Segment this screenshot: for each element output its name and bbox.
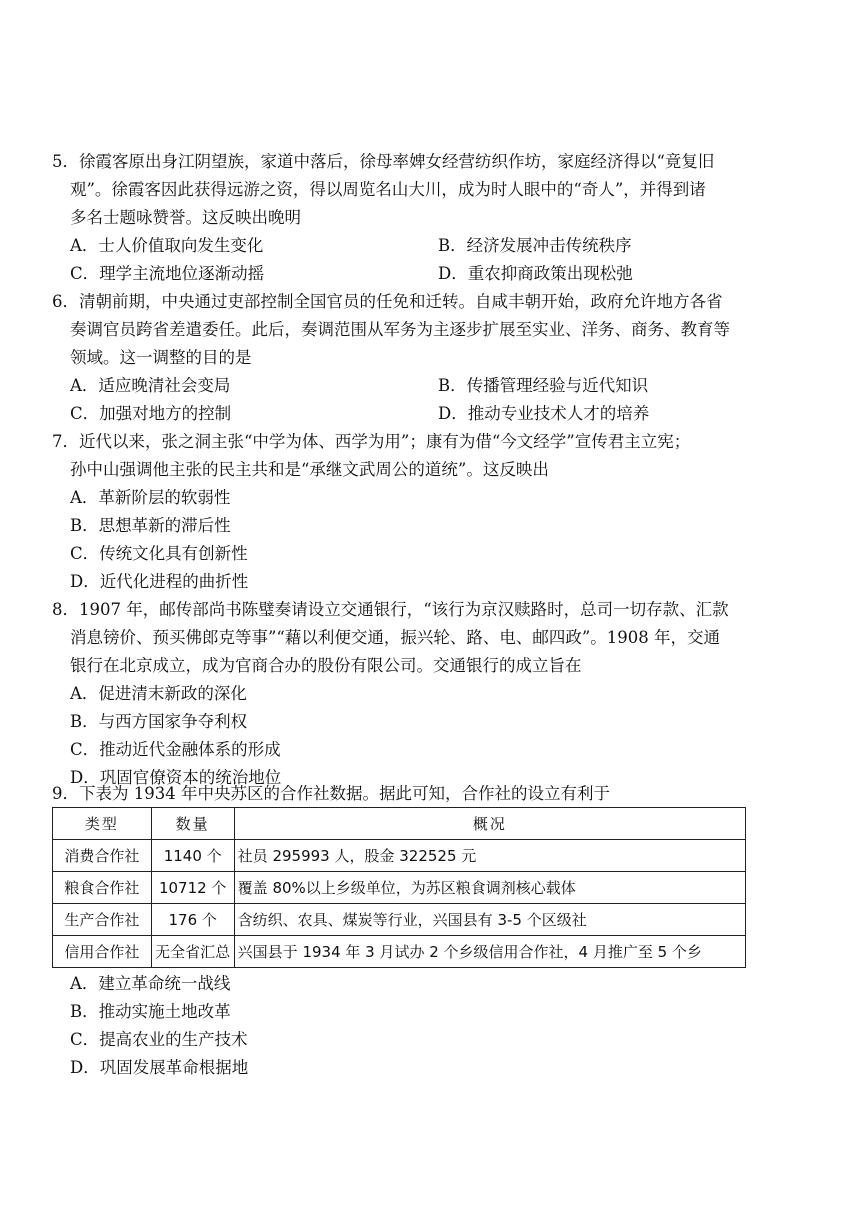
table-cell-count: 176 个	[151, 904, 234, 936]
option-d[interactable]: D．推动专业技术人才的培养	[438, 404, 650, 423]
question-5-options-cd	[52, 260, 812, 288]
table-row	[53, 872, 746, 904]
question-8-stem-line: 消息镑价、预买佛郎克等事”“藉以利便交通，振兴轮、路、电、邮四政”。1908 年，交通	[70, 628, 721, 647]
option-c[interactable]: C．加强对地方的控制	[70, 404, 232, 423]
table-header-row	[53, 808, 746, 840]
table-cell-summary: 含纺织、农具、煤炭等行业，兴国县有 3-5 个区级社	[234, 904, 745, 936]
table-row	[53, 904, 746, 936]
option-d[interactable]: D．巩固发展革命根据地	[70, 1058, 249, 1077]
option-b[interactable]: B．思想革新的滞后性	[70, 516, 231, 535]
option-c[interactable]: C．推动近代金融体系的形成	[70, 740, 281, 759]
question-8-stem-line: 银行在北京成立，成为官商合办的股份有限公司。交通银行的成立旨在	[70, 656, 582, 675]
table-cell-type: 信用合作社	[53, 936, 152, 968]
table-header-cell: 概况	[234, 808, 745, 840]
question-6-options-ab	[52, 372, 812, 400]
option-c[interactable]: C．传统文化具有创新性	[70, 544, 248, 563]
option-a[interactable]: A．革新阶层的软弱性	[70, 488, 231, 507]
table-cell-type: 粮食合作社	[53, 872, 152, 904]
option-b[interactable]: B．与西方国家争夺利权	[70, 712, 248, 731]
question-9-stem-line: 9．下表为 1934 年中央苏区的合作社数据。据此可知，合作社的设立有利于	[52, 784, 610, 803]
option-a[interactable]: A．促进清末新政的深化	[70, 684, 247, 703]
table-row	[53, 840, 746, 872]
option-c[interactable]: C．理学主流地位逐渐动摇	[70, 264, 265, 283]
table-cell-summary: 社员 295993 人，股金 322525 元	[234, 840, 745, 872]
question-7-stem-line: 7．近代以来，张之洞主张“中学为体、西学为用”；康有为借“今文经学”宣传君主立宪；	[52, 432, 691, 451]
question-6	[52, 288, 812, 428]
question-6-stem-line: 领域。这一调整的目的是	[70, 348, 252, 367]
table-row	[53, 936, 746, 968]
option-b[interactable]: B．经济发展冲击传统秩序	[438, 236, 632, 255]
question-7	[52, 428, 812, 596]
option-c[interactable]: C．提高农业的生产技术	[70, 1030, 248, 1049]
table-header-cell: 数量	[151, 808, 234, 840]
question-6-stem-line: 奏调官员跨省差遣委任。此后，奏调范围从军务为主逐步扩展至实业、洋务、商务、教育等	[70, 320, 730, 339]
option-b[interactable]: B．推动实施土地改革	[70, 1002, 231, 1021]
option-a[interactable]: A．建立革命统一战线	[70, 974, 231, 993]
question-8-stem-line: 8．1907 年，邮传部尚书陈璧奏请设立交通银行，“该行为京汉赎路时，总司一切存款、汇款	[52, 600, 729, 619]
question-5-stem-line: 多名士题咏赞誉。这反映出晚明	[70, 208, 301, 227]
question-8	[52, 596, 812, 792]
question-5	[52, 148, 812, 288]
question-5-stem-line: 观”。徐霞客因此获得远游之资，得以周览名山大川，成为时人眼中的“奇人”，并得到诸	[70, 180, 706, 199]
option-a[interactable]: A．适应晚清社会变局	[70, 376, 231, 395]
option-a[interactable]: A．士人价值取向发生变化	[70, 236, 264, 255]
option-d[interactable]: D．重农抑商政策出现松弛	[438, 264, 633, 283]
question-6-options-cd	[52, 400, 812, 428]
table-cell-type: 生产合作社	[53, 904, 152, 936]
table-cell-summary: 覆盖 80%以上乡级单位，为苏区粮食调剂核心载体	[234, 872, 745, 904]
question-7-stem-line: 孙中山强调他主张的民主共和是“承继文武周公的道统”。这反映出	[70, 460, 549, 479]
question-5-stem-line: 5．徐霞客原出身江阴望族，家道中落后，徐母率婢女经营纺织作坊，家庭经济得以“竟复旧	[52, 152, 715, 171]
table-cell-count: 1140 个	[151, 840, 234, 872]
table-cell-count: 无全省汇总	[151, 936, 234, 968]
question-9-options	[52, 970, 812, 1082]
question-6-stem-line: 6．清朝前期，中央通过吏部控制全国官员的任免和迁转。自咸丰朝开始，政府允许地方各省	[52, 292, 723, 311]
table-cell-summary: 兴国县于 1934 年 3 月试办 2 个乡级信用合作社，4 月推广至 5 个乡	[234, 936, 745, 968]
table-cell-type: 消费合作社	[53, 840, 152, 872]
cooperative-data-table	[52, 807, 746, 968]
table-header-cell: 类型	[53, 808, 152, 840]
option-d[interactable]: D．巩固官僚资本的统治地位	[70, 768, 282, 787]
option-b[interactable]: B．传播管理经验与近代知识	[438, 376, 649, 395]
question-9	[52, 780, 812, 808]
table-cell-count: 10712 个	[151, 872, 234, 904]
question-5-options-ab	[52, 232, 812, 260]
option-d[interactable]: D．近代化进程的曲折性	[70, 572, 249, 591]
